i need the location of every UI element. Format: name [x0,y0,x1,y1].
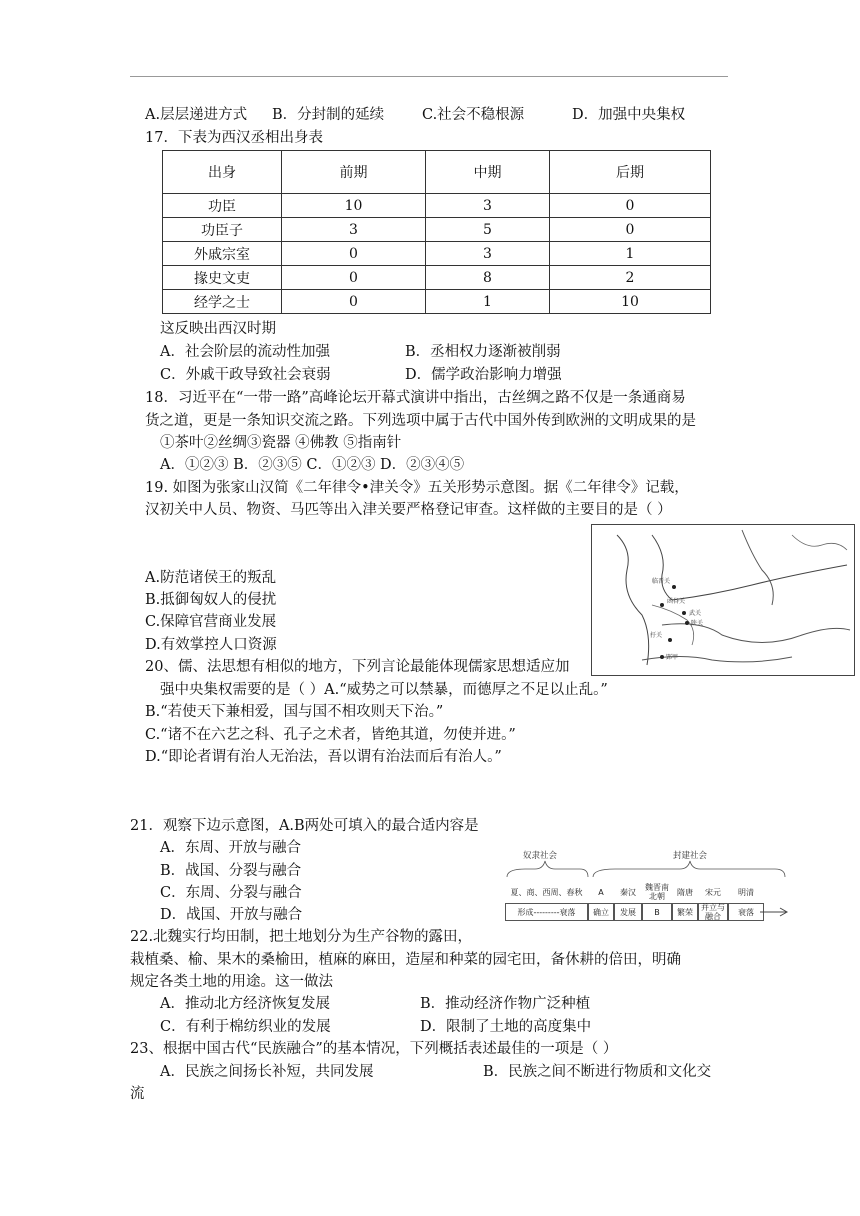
q21-option-d: D．战国、开放与融合 [160,907,303,923]
timeline-period: 隋唐 [677,887,693,897]
q22-line3: 规定各类土地的用途。这一做法 [130,974,333,990]
map-label-ying: 郢甲 [666,654,679,661]
map-label-yu: 扜关 [650,632,663,639]
table-header: 出身 [163,151,282,194]
q17-stem: 17．下表为西汉丞相出身表 [145,130,323,146]
q17-option-c: C．外戚干政导致社会衰弱 [160,367,331,383]
chancellor-origin-table [162,150,711,314]
q22-option-a: A．推动北方经济恢复发展 [160,996,330,1012]
table-cell: 0 [550,194,711,218]
q22-line1: 22.北魏实行均田制，把土地划分为生产谷物的露田， [130,929,473,945]
bracket-lines [505,859,790,881]
table-cell: 5 [426,218,550,242]
timeline-stage: 繁荣 [672,903,698,921]
q17-option-d: D．儒学政治影响力增强 [405,367,562,383]
table-header: 后期 [550,151,711,194]
timeline-period: 宋元 [705,887,721,897]
table-cell: 经学之士 [163,290,282,314]
q18-options: A．①②③ B．②③⑤ C．①②③ D．②③④⑤ [160,457,465,473]
q19-line1: 19. 如图为张家山汉简《二年律令•津关令》五关形势示意图。据《二年律令》记载， [145,480,689,496]
q16-option-c: C.社会不稳根源 [422,107,525,123]
map-figure [592,525,854,675]
q22-line2: 栽植桑、榆、果木的桑榆田，植麻的麻田，造屋和种菜的园宅田，备休耕的倍田，明确 [130,952,681,968]
table-cell: 掾史文吏 [163,266,282,290]
timeline-period-a: A [598,887,604,897]
q21-option-c: C．东周、分裂与融合 [160,885,302,901]
q17-option-b: B．丞相权力逐渐被削弱 [405,344,561,360]
table-cell: 3 [426,194,550,218]
q23-option-a: A．民族之间扬长补短，共同发展 [160,1064,374,1080]
timeline-period: 夏、商、西周、春秋 [510,887,583,897]
timeline-stage: 发展 [614,903,642,921]
table-row [163,290,711,314]
q18-items: ①茶叶②丝绸③瓷器 ④佛教 ⑤指南针 [160,435,402,451]
q23-option-b-cont: 流 [130,1086,145,1102]
q19-option-a: A.防范诸侯王的叛乱 [145,570,277,586]
q22-option-c: C．有利于棉纺织业的发展 [160,1019,331,1035]
table-cell: 1 [426,290,550,314]
q22-option-b: B．推动经济作物广泛种植 [420,996,591,1012]
timeline-period: 秦汉 [620,887,636,897]
five-passes-map [591,524,855,676]
table-cell: 外戚宗室 [163,242,282,266]
q16-option-b: B．分封制的延续 [272,107,385,123]
table-cell: 0 [550,218,711,242]
map-label-shan: 陕关 [691,620,704,627]
timeline-period: 魏晋南北朝 [645,883,669,901]
q19-option-c: C.保障官营商业发展 [145,614,277,630]
q21-option-a: A．东周、开放与融合 [160,840,301,856]
table-row [163,218,711,242]
table-row [163,194,711,218]
q19-line2: 汉初关中人员、物资、马匹等出入津关要严格登记审查。这样做的主要目的是（ ） [145,502,672,518]
map-label-wu: 武关 [689,610,702,617]
q23-option-b: B．民族之间不断进行物质和文化交 [483,1064,712,1080]
table-header: 前期 [282,151,426,194]
q16-option-d: D．加强中央集权 [572,107,686,123]
q19-option-d: D.有效掌控人口资源 [145,637,277,653]
table-cell: 0 [282,266,426,290]
table-row [163,242,711,266]
table-cell: 0 [282,242,426,266]
table-cell: 1 [550,242,711,266]
q18-line2: 货之道，更是一条知识交流之路。下列选项中属于古代中国外传到欧洲的文明成果的是 [145,413,696,429]
q20-option-c: C.“诸不在六艺之科、孔子之术者，皆绝其道，勿使并进。” [145,727,516,743]
q20-option-d: D.“即论者谓有治人无治法，吾以谓有治法而后有治人。” [145,749,502,765]
table-cell: 10 [550,290,711,314]
table-cell: 8 [426,266,550,290]
table-cell: 10 [282,194,426,218]
timeline-period: 明清 [738,887,754,897]
q18-line1: 18．习近平在“一带一路”高峰论坛开幕式演讲中指出，古丝绸之路不仅是一条通商易 [145,390,686,406]
history-timeline-diagram [505,845,790,925]
q17-follow: 这反映出西汉时期 [160,321,276,337]
table-row [163,266,711,290]
q20-line2: 强中央集权需要的是（ ）A.“威势之可以禁暴，而德厚之不足以止乱。” [160,682,608,698]
map-label-hangu: 函谷关 [667,598,686,605]
table-cell: 3 [282,218,426,242]
timeline-stage: 确立 [588,903,614,921]
timeline-arrow [760,906,790,918]
table-cell: 3 [426,242,550,266]
table-cell: 0 [282,290,426,314]
table-header: 中期 [426,151,550,194]
q21-stem: 21．观察下边示意图，A.B两处可填入的最合适内容是 [130,818,479,834]
q21-option-b: B．战国、分裂与融合 [160,863,302,879]
q19-option-b: B.抵御匈奴人的侵扰 [145,592,277,608]
feudal-society-label: 封建社会 [673,851,708,861]
q16-option-a: A.层层递进方式 [145,107,248,123]
q17-option-a: A．社会阶层的流动性加强 [160,344,330,360]
slave-society-label: 奴隶社会 [523,851,558,861]
header-rule [130,76,728,77]
q20-option-b: B.“若使天下兼相爱，国与国不相攻则天下治。” [145,704,444,720]
map-label-linjin: 临晋关 [652,578,671,585]
timeline-stage: 形成---------衰落 [505,903,588,921]
table-cell: 2 [550,266,711,290]
q20-line1: 20、儒、法思想有相似的地方，下列言论最能体现儒家思想适应加 [145,659,570,675]
timeline-stage-b: B [642,903,672,921]
timeline-stage: 衰落 [728,903,764,921]
q23-stem: 23、根据中国古代“民族融合”的基本情况，下列概括表述最佳的一项是（ ） [130,1041,618,1057]
q22-option-d: D．限制了土地的高度集中 [420,1019,592,1035]
timeline-stage: 并立与融合 [698,903,728,921]
table-cell: 功臣 [163,194,282,218]
table-cell: 功臣子 [163,218,282,242]
